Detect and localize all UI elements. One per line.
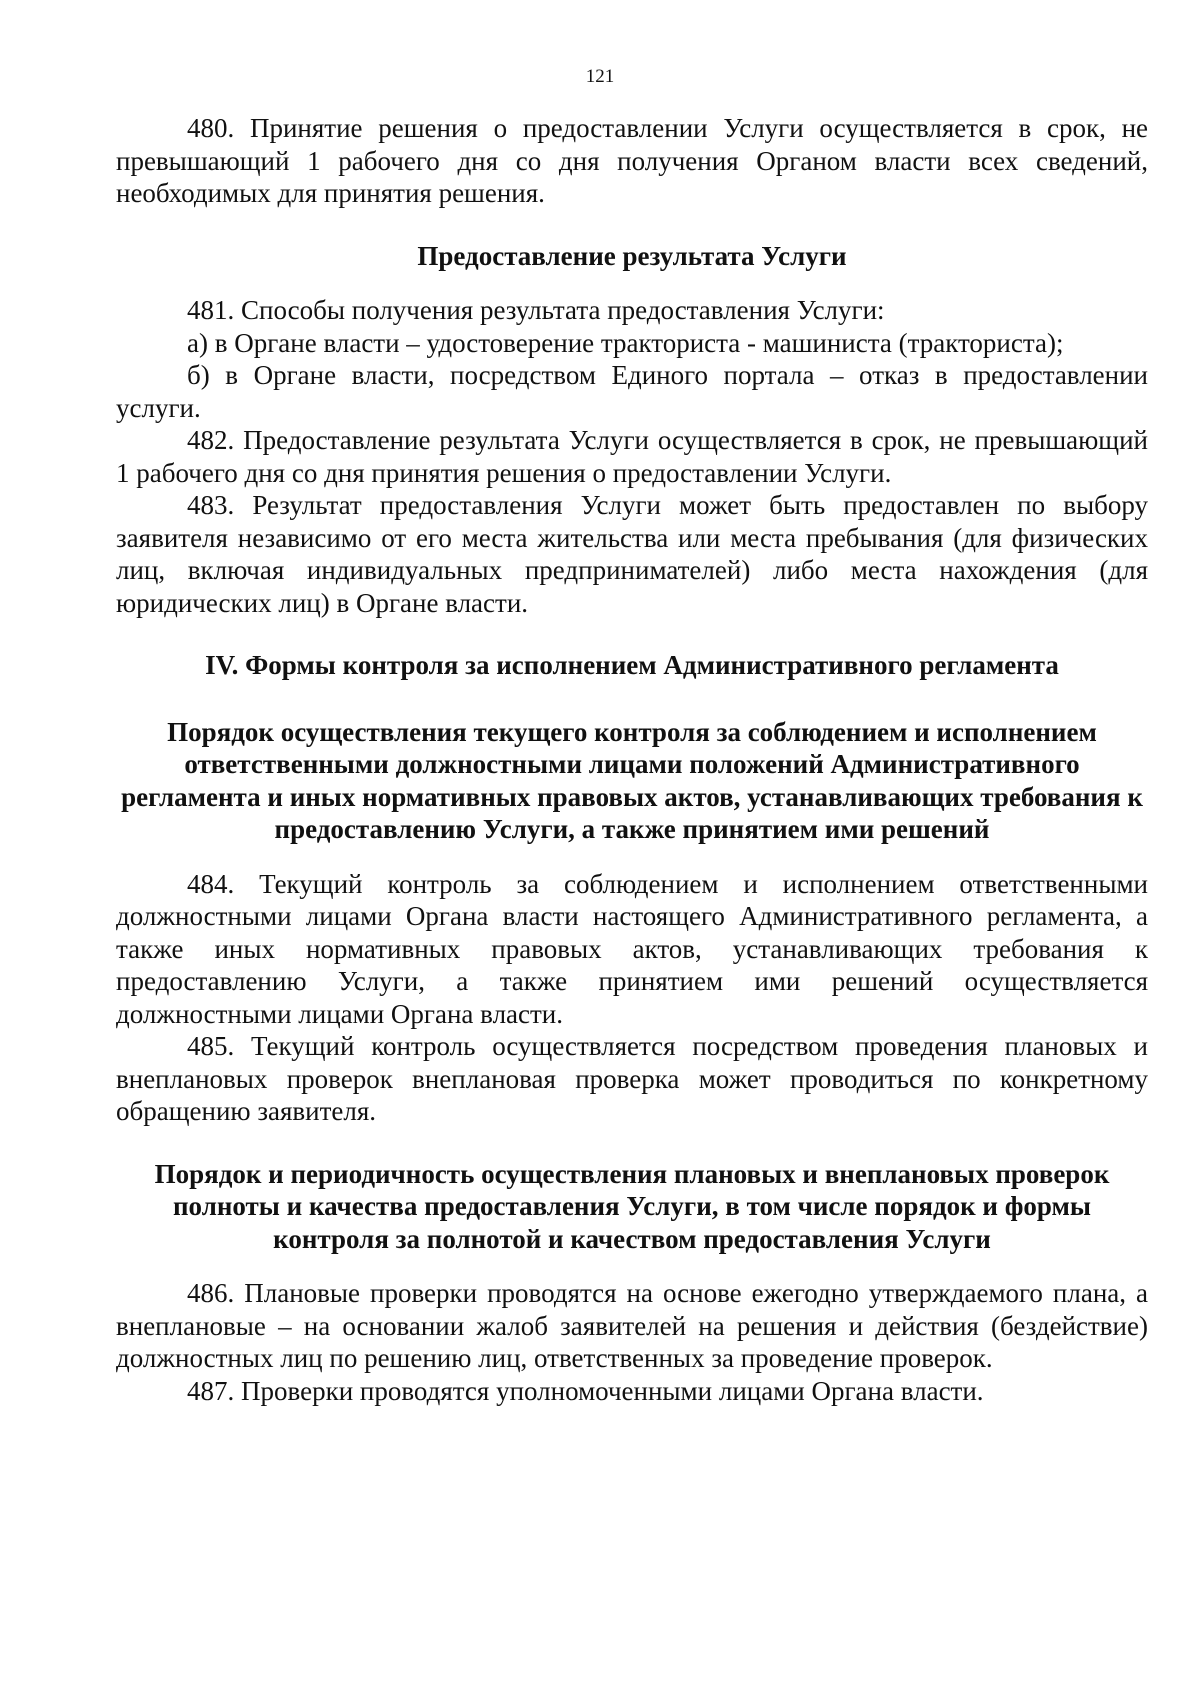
paragraph-482: 482. Предоставление результата Услуги осуществляется в срок, не превышающий 1 рабочего дня со дня принятия решения о предоставлении Услуги. [116,425,1148,488]
paragraph-485: 485. Текущий контроль осуществляется посредством проведения плановых и внеплановых проверок внеплановая проверка может проводиться по конкретному обращению заявителя. [116,1031,1148,1126]
paragraph-484: 484. Текущий контроль за соблюдением и исполнением ответственными должностными лицами Органа власти настоящего Административного регламента, а также иных нормативных правовых актов, устанавливающих требования к предоставлению Услуги, а также принятием ими решений осуществляется должностными лицами Органа власти. [116,868,1148,1029]
page-number: 121 [585,66,615,87]
heading-current-control: Порядок осуществления текущего контроля за соблюдением и исполнением ответственными должностными лицами положений Административного регламента и иных нормативных правовых актов, устанавливающих требования к предоставлению Услуги, а также принятием ими решений [121,716,1143,844]
paragraph-480: 480. Принятие решения о предоставлении Услуги осуществляется в срок, не превышающий 1 рабочего дня со дня получения Органом власти всех сведений, необходимых для принятия решения. [116,113,1148,208]
paragraph-487: 487. Проверки проводятся уполномоченными лицами Органа власти. [187,1375,984,1406]
paragraph-481: 481. Способы получения результата предоставления Услуги: [187,295,885,325]
heading-inspections: Порядок и периодичность осуществления плановых и внеплановых проверок полноты и качества предоставления Услуги, в том числе порядок и формы контроля за полнотой и качеством предоставления Услуги [154,1158,1110,1254]
paragraph-481-b: б) в Органе власти, посредством Единого портала – отказ в предоставлении услуги. [116,360,1148,423]
paragraph-481-a: а) в Органе власти – удостоверение тракториста - машиниста (тракториста); [187,327,1064,358]
section-heading-iv: IV. Формы контроля за исполнением Административного регламента [205,650,1059,680]
paragraph-486: 486. Плановые проверки проводятся на основе ежегодно утверждаемого плана, а внеплановые – на основании жалоб заявителей на решения и действия (бездействие) должностных лиц по решению лиц, ответственных за проведение проверок. [116,1278,1148,1373]
document-body [116,112,1148,1407]
heading-result-provision: Предоставление результата Услуги [417,240,847,271]
paragraph-483: 483. Результат предоставления Услуги может быть предоставлен по выбору заявителя независимо от его места жительства или места пребывания (для физических лиц, включая индивидуальных предпринимателей) либо места нахождения (для юридических лиц) в Органе власти. [116,490,1148,618]
